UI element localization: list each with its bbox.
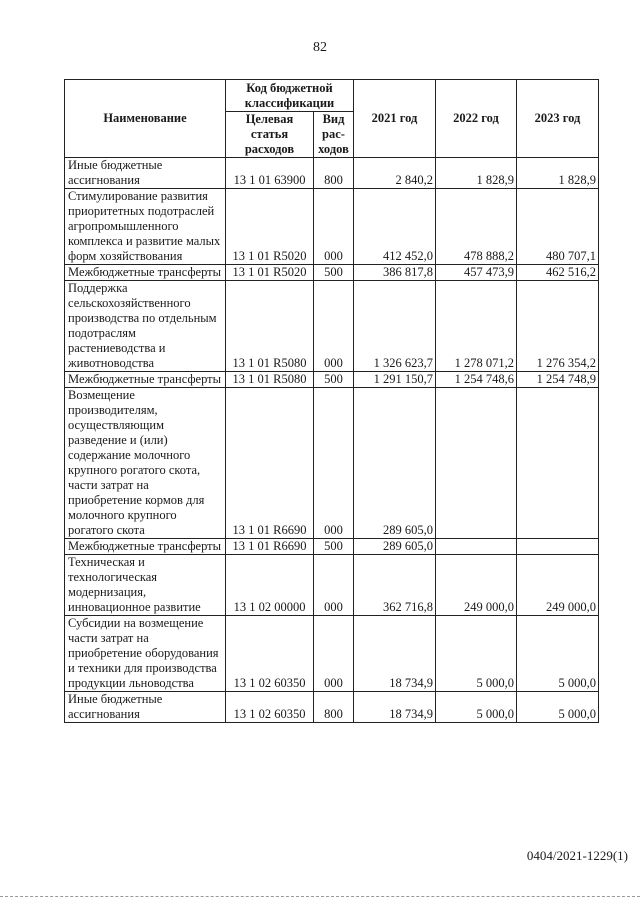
row-value-2022: 457 473,9: [436, 265, 517, 281]
row-value-2022: 478 888,2: [436, 189, 517, 265]
row-expense-type: 500: [314, 372, 354, 388]
row-code: 13 1 02 00000: [226, 555, 314, 616]
header-code-group: Код бюджетной классификации: [226, 80, 354, 112]
row-name: Техническая и технологическая модернизация, инновационное развитие: [65, 555, 226, 616]
table-row: [65, 265, 599, 281]
row-value-2021: 1 326 623,7: [354, 281, 436, 372]
header-target-article: Целевая статья расходов: [226, 112, 314, 158]
table-row: [65, 158, 599, 189]
row-name: Поддержка сельскохозяйственного производства по отдельным подотраслям растениеводства и животноводства: [65, 281, 226, 372]
row-code: 13 1 02 60350: [226, 616, 314, 692]
row-code: 13 1 02 60350: [226, 692, 314, 723]
row-value-2023: 1 254 748,9: [517, 372, 599, 388]
header-expense-type: Вид рас- ходов: [314, 112, 354, 158]
row-value-2023: 462 516,2: [517, 265, 599, 281]
row-value-2022: 1 828,9: [436, 158, 517, 189]
row-value-2021: 386 817,8: [354, 265, 436, 281]
row-value-2023: [517, 388, 599, 539]
row-expense-type: 000: [314, 281, 354, 372]
row-name: Стимулирование развития приоритетных подотраслей агропромышленного комплекса и развитие малых форм хозяйствования: [65, 189, 226, 265]
row-expense-type: 500: [314, 539, 354, 555]
table-row: [65, 555, 599, 616]
row-code: 13 1 01 63900: [226, 158, 314, 189]
table-row: [65, 281, 599, 372]
row-value-2021: 18 734,9: [354, 616, 436, 692]
row-name: Межбюджетные трансферты: [65, 265, 226, 281]
row-code: 13 1 01 R6690: [226, 388, 314, 539]
row-value-2021: 289 605,0: [354, 539, 436, 555]
header-2022: 2022 год: [436, 80, 517, 158]
row-name: Межбюджетные трансферты: [65, 372, 226, 388]
row-code: 13 1 01 R6690: [226, 539, 314, 555]
table-row: [65, 539, 599, 555]
row-value-2021: 289 605,0: [354, 388, 436, 539]
row-name: Межбюджетные трансферты: [65, 539, 226, 555]
row-value-2023: 1 828,9: [517, 158, 599, 189]
row-code: 13 1 01 R5080: [226, 281, 314, 372]
row-value-2021: 362 716,8: [354, 555, 436, 616]
row-value-2023: 1 276 354,2: [517, 281, 599, 372]
row-name: Иные бюджетные ассигнования: [65, 692, 226, 723]
row-value-2023: [517, 539, 599, 555]
page-number: 82: [313, 40, 327, 55]
row-value-2022: [436, 539, 517, 555]
scan-edge-line: [0, 896, 640, 897]
row-value-2023: 249 000,0: [517, 555, 599, 616]
row-name: Субсидии на возмещение части затрат на приобретение оборудования и техники для производства продукции льноводства: [65, 616, 226, 692]
table-row: [65, 616, 599, 692]
row-code: 13 1 01 R5080: [226, 372, 314, 388]
row-value-2022: 1 254 748,6: [436, 372, 517, 388]
row-value-2023: 5 000,0: [517, 616, 599, 692]
table-row: [65, 692, 599, 723]
row-name: Иные бюджетные ассигнования: [65, 158, 226, 189]
document-code: 0404/2021-1229(1): [526, 848, 628, 863]
row-expense-type: 000: [314, 388, 354, 539]
row-value-2021: 412 452,0: [354, 189, 436, 265]
table-row: [65, 388, 599, 539]
row-value-2022: 5 000,0: [436, 616, 517, 692]
header-name: Наименование: [65, 80, 226, 158]
row-expense-type: 000: [314, 555, 354, 616]
row-expense-type: 000: [314, 616, 354, 692]
row-value-2023: 480 707,1: [517, 189, 599, 265]
table-row: [65, 372, 599, 388]
row-code: 13 1 01 R5020: [226, 265, 314, 281]
header-2023: 2023 год: [517, 80, 599, 158]
row-value-2022: 249 000,0: [436, 555, 517, 616]
row-code: 13 1 01 R5020: [226, 189, 314, 265]
row-expense-type: 000: [314, 189, 354, 265]
row-expense-type: 800: [314, 158, 354, 189]
row-name: Возмещение производителям, осуществляющим разведение и (или) содержание молочного крупного рогатого скота, части затрат на приобретение кормов для молочного крупного рогатого скота: [65, 388, 226, 539]
row-value-2022: 5 000,0: [436, 692, 517, 723]
row-value-2022: 1 278 071,2: [436, 281, 517, 372]
row-expense-type: 500: [314, 265, 354, 281]
row-value-2022: [436, 388, 517, 539]
row-value-2021: 18 734,9: [354, 692, 436, 723]
budget-table: [64, 79, 599, 723]
table-body: [65, 158, 599, 723]
row-value-2023: 5 000,0: [517, 692, 599, 723]
table-row: [65, 189, 599, 265]
row-expense-type: 800: [314, 692, 354, 723]
row-value-2021: 2 840,2: [354, 158, 436, 189]
header-2021: 2021 год: [354, 80, 436, 158]
row-value-2021: 1 291 150,7: [354, 372, 436, 388]
